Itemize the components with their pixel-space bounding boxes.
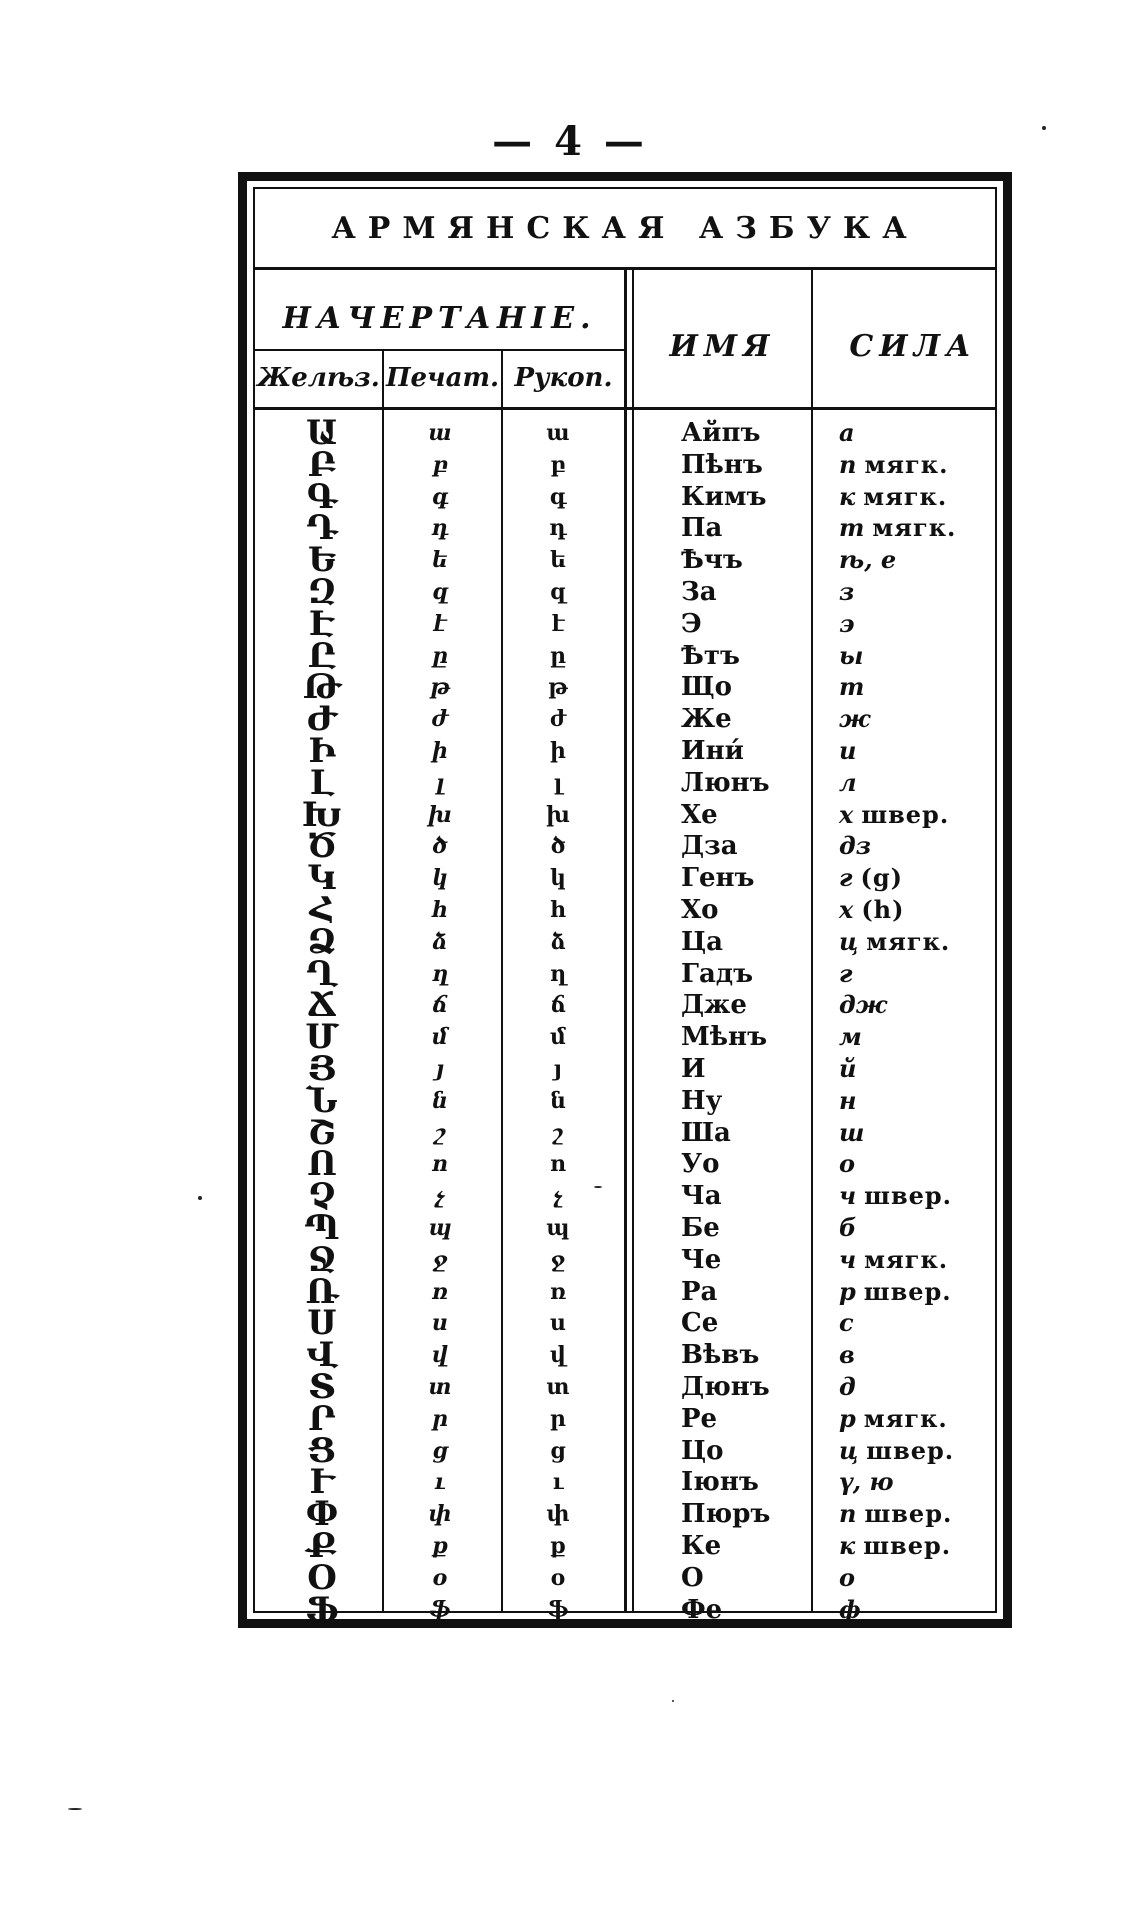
cell-name: Дза: [681, 831, 738, 862]
sila-value: б: [839, 1213, 857, 1242]
cell-zhelez: Ջ: [307, 1239, 337, 1280]
cell-zhelez: Ձ: [307, 921, 337, 962]
table-row: [255, 1462, 995, 1503]
sila-value: д: [839, 1372, 856, 1401]
cell-sila: [839, 608, 999, 640]
cell-name: Ке: [681, 1531, 722, 1561]
cell-name: Хе: [681, 799, 718, 830]
cell-rukop: ք: [549, 1533, 567, 1559]
sila-note: мягк.: [866, 926, 951, 956]
sila-value: а: [839, 418, 855, 447]
cell-name: Ѣчъ: [681, 545, 743, 576]
cell-zhelez: Ժ: [306, 699, 338, 740]
cell-pechat: ձ: [432, 928, 448, 955]
cell-pechat: ե: [431, 547, 449, 574]
cell-pechat: ը: [431, 642, 449, 669]
cell-name: Ну: [681, 1085, 723, 1116]
cell-pechat: բ: [432, 451, 448, 478]
cell-zhelez: Հ: [309, 890, 335, 930]
cell-rukop: գ: [549, 483, 567, 510]
cell-zhelez: Ր: [308, 1398, 336, 1439]
sila-value: р: [839, 1403, 856, 1433]
cell-pechat: ֆ: [429, 1596, 451, 1623]
cell-sila: [839, 1276, 999, 1308]
cell-sila: [839, 640, 999, 672]
table-row: [255, 540, 995, 581]
table-row: [255, 762, 995, 803]
cell-rukop: ր: [550, 1405, 566, 1432]
sila-value: э: [839, 608, 855, 638]
cell-pechat: հ: [431, 897, 449, 923]
sila-note: швер.: [863, 1531, 952, 1560]
cell-rukop: ս: [550, 1310, 566, 1337]
sila-value: з: [839, 577, 855, 606]
table-row: [255, 858, 995, 899]
table-row: [255, 1398, 995, 1439]
cell-pechat: ն: [432, 1087, 448, 1114]
table-row: [255, 1494, 995, 1535]
table-row: [255, 1176, 995, 1217]
cell-sila: [839, 1117, 999, 1149]
cell-rukop: խ: [546, 801, 570, 828]
table-row: [255, 1303, 995, 1344]
cell-name: Ца: [681, 926, 723, 957]
cell-pechat: շ: [434, 1119, 446, 1146]
table-row: [255, 731, 995, 771]
cell-name: Ча: [681, 1181, 722, 1212]
cell-pechat: փ: [428, 1501, 452, 1528]
cell-zhelez: Չ: [308, 1176, 336, 1217]
table-row: [255, 667, 995, 708]
cell-zhelez: Ա: [305, 413, 339, 453]
cell-zhelez: Լ: [309, 762, 335, 803]
sila-note: швер.: [866, 1435, 955, 1465]
table-row: [255, 1367, 995, 1407]
cell-sila: [839, 576, 999, 608]
cell-rukop: յ: [554, 1056, 562, 1082]
table-row: [255, 1335, 995, 1376]
cell-zhelez: Ն: [306, 1080, 338, 1121]
ink-speck: [1042, 126, 1046, 130]
cell-zhelez: Ք: [306, 1526, 338, 1566]
sila-value: ч: [839, 1244, 857, 1274]
cell-sila: [839, 1212, 999, 1244]
sila-value: р: [839, 1276, 856, 1306]
sila-value: ш: [839, 1117, 865, 1147]
header-zhelez: Желѣз.: [257, 363, 380, 393]
cell-sila: [839, 989, 999, 1021]
cell-rukop: վ: [550, 1342, 566, 1369]
cell-rukop: ղ: [549, 960, 567, 987]
cell-pechat: թ: [429, 674, 450, 701]
cell-pechat: ք: [431, 1533, 449, 1559]
cell-name: Айпъ: [681, 418, 761, 448]
cell-sila: [839, 1053, 999, 1085]
cell-sila: [839, 1180, 999, 1212]
cell-rukop: ը: [549, 642, 567, 669]
table-row: [255, 1112, 995, 1153]
cell-rukop: լ: [553, 769, 563, 796]
cell-pechat: մ: [432, 1024, 448, 1051]
sila-value: ц: [839, 926, 859, 956]
cell-sila: [839, 1498, 999, 1530]
cell-rukop: ո: [549, 1151, 567, 1178]
cell-zhelez: Ռ: [305, 1271, 339, 1312]
cell-name: Ѣтъ: [681, 640, 740, 671]
cell-sila: [839, 417, 999, 449]
cell-sila: [839, 1307, 999, 1339]
cell-zhelez: Ճ: [307, 985, 337, 1026]
cell-zhelez: Դ: [306, 508, 338, 549]
table-row: [255, 603, 995, 644]
cell-rukop: ճ: [550, 992, 566, 1019]
sila-value: ф: [839, 1594, 861, 1624]
cell-sila: [839, 1021, 999, 1053]
table-row: [255, 1017, 995, 1058]
header-imya: ИМЯ: [669, 329, 776, 364]
cell-sila: [839, 1435, 999, 1467]
cell-pechat: տ: [428, 1374, 452, 1400]
cell-pechat: ժ: [431, 706, 449, 733]
cell-zhelez: Ւ: [309, 1462, 335, 1503]
sila-value: т: [839, 672, 865, 702]
cell-rukop: ձ: [550, 928, 566, 955]
cell-zhelez: Թ: [302, 667, 342, 708]
cell-pechat: ւ: [434, 1469, 446, 1496]
cell-pechat: ր: [432, 1405, 448, 1432]
page-number: — 4 —: [492, 118, 648, 165]
sila-note: швер.: [863, 1276, 952, 1306]
cell-rukop: ա: [546, 420, 570, 446]
cell-name: Вѣвъ: [681, 1340, 760, 1371]
cell-rukop: ծ: [550, 833, 566, 860]
cell-pechat: յ: [436, 1056, 444, 1082]
sila-value: г: [839, 958, 853, 988]
cell-rukop: զ: [549, 579, 567, 605]
sila-value: т: [839, 513, 865, 543]
cell-pechat: ս: [432, 1310, 448, 1337]
cell-sila: [839, 830, 999, 862]
sila-value: х: [839, 895, 854, 924]
sila-value: в: [839, 1340, 855, 1370]
cell-sila: [839, 894, 999, 926]
cell-name: Бе: [681, 1213, 720, 1243]
cell-rukop: տ: [546, 1374, 570, 1400]
cell-sila: [839, 958, 999, 990]
sila-value: о: [839, 1562, 856, 1592]
cell-zhelez: Ղ: [306, 953, 338, 994]
cell-rukop: չ: [553, 1183, 563, 1210]
sila-note: швер.: [864, 1181, 953, 1211]
cell-pechat: է: [433, 610, 447, 637]
cell-pechat: լ: [435, 769, 445, 796]
cell-zhelez: Մ: [305, 1017, 339, 1058]
sila-note: мягк.: [872, 513, 957, 543]
sila-value: ү, ю: [839, 1467, 894, 1497]
sila-value: ч: [839, 1181, 857, 1211]
cell-name: Ини́: [681, 736, 744, 766]
table-row: [255, 572, 995, 612]
cell-name: Гадъ: [681, 958, 754, 989]
cell-rukop: ե: [549, 547, 567, 574]
table-row: [255, 635, 995, 676]
cell-zhelez: Ծ: [306, 826, 338, 867]
cell-rukop: է: [551, 610, 565, 637]
cell-zhelez: Ֆ: [305, 1589, 339, 1630]
ink-speck: [198, 1196, 202, 1200]
cell-sila: [839, 1594, 999, 1626]
cell-name: Ша: [681, 1117, 731, 1148]
table-row: [255, 1049, 995, 1089]
cell-name: Іюнъ: [681, 1467, 759, 1498]
cell-name: Цо: [681, 1435, 724, 1466]
cell-sila: [839, 1339, 999, 1371]
cell-pechat: դ: [431, 515, 449, 542]
cell-sila: [839, 544, 999, 576]
table-row: [255, 413, 995, 453]
sila-value: ж: [839, 704, 871, 734]
cell-pechat: ա: [428, 420, 452, 446]
table-row: [255, 508, 995, 549]
cell-sila: [839, 703, 999, 735]
cell-rukop: հ: [549, 897, 567, 923]
cell-sila: [839, 1403, 999, 1435]
cell-rukop: թ: [547, 674, 568, 701]
cell-name: Се: [681, 1308, 719, 1339]
table-row: [255, 444, 995, 485]
sila-value: о: [839, 1149, 856, 1179]
cell-pechat: պ: [428, 1215, 452, 1241]
table-title: АРМЯНСКАЯ АЗБУКА: [331, 211, 919, 246]
cell-pechat: օ: [432, 1564, 448, 1591]
cell-rukop: կ: [550, 865, 566, 892]
cell-rukop: դ: [549, 515, 567, 542]
cell-name: Мѣнъ: [681, 1022, 768, 1053]
cell-name: Фе: [681, 1594, 723, 1625]
cell-zhelez: Կ: [307, 858, 337, 899]
cell-zhelez: Խ: [301, 794, 343, 835]
sila-value: и: [839, 736, 857, 765]
header-rukop: Рукоп.: [514, 363, 613, 393]
sila-note: швер.: [864, 1499, 953, 1529]
cell-pechat: ղ: [431, 960, 449, 987]
sila-value: дж: [839, 990, 888, 1020]
cell-sila: [839, 1244, 999, 1276]
cell-rukop: պ: [546, 1215, 570, 1241]
cell-name: Пѣнъ: [681, 449, 763, 480]
alphabet-table: [238, 172, 1012, 1628]
table-row: [255, 1080, 995, 1121]
sila-value: ѣ, е: [839, 545, 897, 575]
table-row: [255, 921, 995, 962]
cell-zhelez: Ո: [307, 1144, 337, 1185]
sila-value: ц: [839, 1435, 859, 1465]
table-row: [255, 826, 995, 867]
sila-value: п: [839, 1499, 857, 1529]
cell-rukop: բ: [550, 451, 566, 478]
cell-name: Кимъ: [681, 481, 767, 512]
ink-speck: [594, 1186, 602, 1188]
sila-value: й: [839, 1054, 857, 1083]
cell-sila: [839, 926, 999, 958]
cell-pechat: ի: [432, 738, 448, 764]
cell-rukop: ֆ: [547, 1596, 569, 1623]
table-row: [255, 1557, 995, 1598]
cell-name: Ра: [681, 1276, 718, 1307]
header-divider: [255, 407, 995, 410]
cell-pechat: վ: [432, 1342, 448, 1369]
cell-sila: [839, 671, 999, 703]
cell-name: Дже: [681, 990, 747, 1021]
cell-name: Же: [681, 704, 732, 735]
cell-rukop: մ: [550, 1024, 566, 1051]
cell-sila: [839, 512, 999, 544]
cell-pechat: ջ: [432, 1246, 448, 1273]
cell-zhelez: Վ: [306, 1335, 338, 1376]
header-nachertanie: НАЧЕРТАНІЕ.: [282, 301, 597, 336]
table-row: [255, 1526, 995, 1566]
cell-name: Уо: [681, 1149, 720, 1180]
cell-zhelez: Օ: [307, 1557, 337, 1598]
table-row: [255, 1144, 995, 1185]
cell-sila: [839, 767, 999, 799]
cell-name: И: [681, 1054, 706, 1084]
nachertanie-divider: [255, 349, 624, 351]
table-row: [255, 699, 995, 740]
table-row: [255, 1208, 995, 1248]
cell-sila: [839, 1466, 999, 1498]
cell-pechat: կ: [432, 865, 448, 892]
cell-rukop: ց: [550, 1437, 566, 1464]
cell-zhelez: Պ: [304, 1208, 340, 1248]
cell-name: Че: [681, 1244, 722, 1275]
sila-note: мягк.: [864, 1244, 949, 1274]
ink-speck: [68, 1808, 82, 1810]
table-inner-border: [253, 187, 997, 1630]
cell-name: Па: [681, 513, 723, 544]
cell-rukop: ն: [550, 1087, 566, 1114]
cell-rukop: շ: [552, 1119, 564, 1146]
cell-zhelez: Փ: [305, 1494, 339, 1535]
cell-zhelez: Ի: [308, 731, 336, 771]
cell-rukop: օ: [550, 1564, 566, 1591]
sila-value: г: [839, 863, 853, 893]
cell-pechat: գ: [431, 483, 449, 510]
cell-rukop: ջ: [550, 1246, 566, 1273]
table-row: [255, 890, 995, 930]
table-row: [255, 1589, 995, 1630]
cell-sila: [839, 449, 999, 481]
sila-value: к: [839, 1531, 856, 1560]
table-row: [255, 794, 995, 835]
cell-zhelez: Ց: [307, 1430, 337, 1471]
cell-pechat: ռ: [431, 1278, 449, 1305]
sila-note: мягк.: [863, 481, 948, 511]
cell-pechat: ծ: [432, 833, 448, 860]
cell-pechat: խ: [428, 801, 452, 828]
sila-note: мягк.: [864, 449, 949, 479]
table-row: [255, 476, 995, 517]
cell-pechat: չ: [435, 1183, 445, 1210]
sila-value: с: [839, 1308, 854, 1338]
cell-zhelez: Ս: [307, 1303, 337, 1344]
cell-zhelez: Շ: [307, 1112, 337, 1153]
table-row: [255, 1430, 995, 1471]
cell-sila: [839, 1371, 999, 1403]
sila-value: л: [839, 767, 857, 797]
cell-rukop: փ: [546, 1501, 570, 1528]
cell-pechat: ո: [431, 1151, 449, 1178]
cell-name: За: [681, 577, 717, 607]
cell-zhelez: Ը: [307, 635, 337, 676]
cell-name: Генъ: [681, 863, 755, 894]
cell-sila: [839, 481, 999, 513]
cell-rukop: ի: [550, 738, 566, 764]
cell-sila: [839, 799, 999, 831]
cell-rukop: ւ: [552, 1469, 564, 1496]
cell-sila: [839, 1530, 999, 1562]
cell-pechat: ց: [432, 1437, 448, 1464]
cell-pechat: զ: [431, 579, 449, 605]
table-row: [255, 953, 995, 994]
cell-pechat: ճ: [432, 992, 448, 1019]
table-row: [255, 985, 995, 1026]
cell-name: Дюнъ: [681, 1372, 770, 1402]
cell-zhelez: Յ: [307, 1049, 337, 1089]
cell-name: Що: [681, 672, 732, 703]
cell-zhelez: Բ: [307, 444, 337, 485]
table-row: [255, 1271, 995, 1312]
sila-note: (g): [860, 863, 903, 893]
header-pechat: Печат.: [385, 363, 500, 393]
sila-note: (h): [861, 895, 905, 924]
sila-value: к: [839, 481, 856, 511]
cell-zhelez: Է: [309, 603, 335, 644]
cell-rukop: ժ: [549, 706, 567, 733]
cell-name: Хо: [681, 895, 719, 925]
sila-value: дз: [839, 831, 872, 861]
sila-value: н: [839, 1085, 857, 1115]
sila-value: ы: [839, 640, 864, 670]
cell-zhelez: Գ: [306, 476, 338, 517]
cell-sila: [839, 1085, 999, 1117]
cell-name: Люнъ: [681, 767, 770, 798]
header-sila: СИЛА: [849, 329, 977, 364]
sila-note: швер.: [861, 799, 950, 829]
cell-name: Э: [681, 608, 702, 639]
cell-zhelez: Տ: [308, 1367, 336, 1407]
cell-name: Ре: [681, 1403, 718, 1434]
cell-sila: [839, 862, 999, 894]
cell-rukop: ռ: [549, 1278, 567, 1305]
sila-value: х: [839, 799, 854, 829]
cell-sila: [839, 735, 999, 767]
cell-sila: [839, 1148, 999, 1180]
cell-name: О: [681, 1562, 704, 1593]
cell-sila: [839, 1562, 999, 1594]
sila-note: мягк.: [863, 1403, 948, 1433]
sila-value: п: [839, 449, 857, 479]
table-row: [255, 1239, 995, 1280]
sila-value: м: [839, 1022, 862, 1052]
ink-speck: [672, 1700, 674, 1702]
cell-zhelez: Զ: [308, 572, 336, 612]
cell-zhelez: Ե: [308, 540, 336, 581]
cell-name: Пюръ: [681, 1499, 771, 1530]
